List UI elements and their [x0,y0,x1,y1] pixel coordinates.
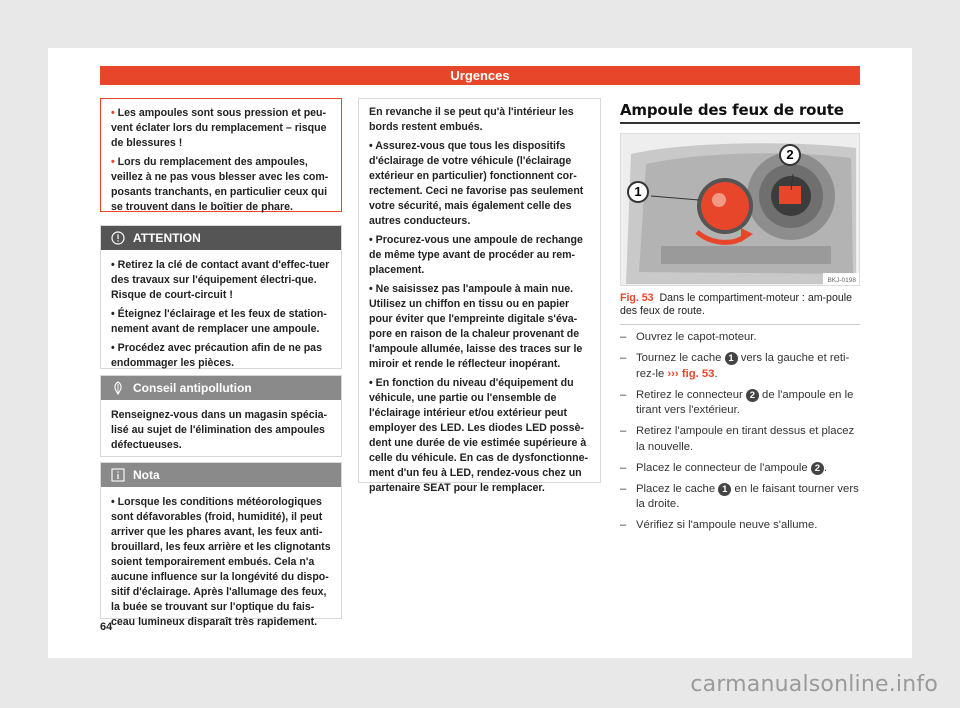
bullet-icon: • [111,259,115,271]
step-item: – Retirez le connecteur 2 de l'ampoule en le tirant vers l'extérieur. [620,388,854,416]
callout-ref-1: 1 [718,483,731,496]
step-item: – Tournez le cache 1 vers la gauche et reti-rez-le ››› fig. 53. [620,352,850,380]
steps-list [620,330,860,539]
warning-item: • Lors du remplacement des ampoules, veillez à ne pas vous blesser avec les com-posants tranchants, en particulier ceux qui se trouvent dans le boîtier de phare. [111,156,329,213]
warning-box [100,98,342,212]
eco-box [100,375,342,457]
leaf-icon [111,381,125,395]
continued-warning-box [358,98,601,494]
continued-intro: En revanche il se peut qu'à l'intérieur les bords restent embués. [369,106,574,133]
step-item: – Ouvrez le capot-moteur. [620,331,757,343]
note-title: Nota [133,467,160,482]
section-title: Ampoule des feux de route [620,101,844,119]
warning-item: • Les ampoules sont sous pression et peu-vent éclater lors du remplacement – risque de blessures ! [111,107,327,149]
step-item: – Vérifiez si l'ampoule neuve s'allume. [620,519,818,531]
bullet-icon: • [111,496,115,508]
bullet-icon: • [369,283,373,295]
callout-ref-2: 2 [746,389,759,402]
chapter-header: Urgences [100,66,860,85]
figure-label: Fig. 53 [620,292,654,304]
continued-item: • Ne saisissez pas l'ampoule à main nue. Utilisez un chiffon en tissu ou en papier pour éviter que l'empreinte digitale s'éva-pore en raison de la chaleur provenant de l'ampoule allumée, laisse des traces sur le miroir et rende le réflecteur inopérant. [369,283,583,370]
eco-text: Renseignez-vous dans un magasin spécia-lisé au sujet de l'élimination des ampoules défectueuses. [111,409,328,451]
attention-item: • Retirez la clé de contact avant d'effec-tuer des travaux sur l'équipement électri-que. Risque de court-circuit ! [111,259,330,301]
callout-1: 1 [627,181,649,203]
bullet-icon: • [111,107,115,119]
attention-header [101,226,341,250]
title-rule [620,122,860,124]
attention-box [100,225,342,369]
watermark: carmanualsonline.info [690,672,938,697]
figure-code: BKJ-0198 [827,277,856,284]
bullet-icon: • [369,377,373,389]
bullet-icon: • [369,234,373,246]
bullet-icon: • [369,140,373,152]
step-item: – Placez le cache 1 en le faisant tourner vers la droite. [620,482,859,510]
step-item: – Placez le connecteur de l'ampoule 2 . [620,461,827,474]
info-icon [111,468,125,482]
step-item: – Retirez l'ampoule en tirant dessus et placez la nouvelle. [620,425,855,453]
attention-item: • Éteignez l'éclairage et les feux de station-nement avant de remplacer une ampoule. [111,308,327,335]
bullet-icon: • [111,156,115,168]
figure-caption-text: Dans le compartiment-moteur : am-poule des feux de route. [620,292,852,317]
callout-ref-2: 2 [811,462,824,475]
figure-link[interactable]: ››› fig. 53 [667,367,715,380]
note-header [101,463,341,487]
warning-circle-icon [111,231,125,245]
eco-title: Conseil antipollution [133,380,252,395]
figure-caption [620,292,860,325]
eco-header [101,376,341,400]
continued-item: • Assurez-vous que tous les dispositifs d'éclairage de votre véhicule (l'éclairage extérieur en particulier) fonctionnent cor-rectement. Ceci ne favorise pas seulement votre sécurité, mais également celle des autres conducteurs. [369,140,584,227]
page-number: 64 [100,621,113,633]
continued-item: • En fonction du niveau d'équipement du véhicule, une partie ou l'ensemble de l'éclairage intérieur et/ou extérieur peut employer des LED. Les diodes LED possè-dent une durée de vie estimée supérieure à celle du véhicule. En cas de dysfonctionne-ment d'un feu à LED, rendez-vous chez un partenaire SEAT pour le remplacer. [369,377,588,494]
headlight-illustration [621,134,860,286]
note-text: • Lorsque les conditions météorologiques sont défavorables (froid, humidité), il peut arriver que les phares avant, les feux anti-brouillard, les feux arrière et les clignotants soient temporairement embués. Cela n'a aucune influence sur la longévité du dispo-sitif d'éclairage. Après l'allumage des feux, la buée se trouvant sur l'optique du fais-ceau lumineux disparaît très rapidement. [111,496,331,628]
callout-ref-1: 1 [725,352,738,365]
attention-item: • Procédez avec précaution afin de ne pas endommager les pièces. [111,342,322,369]
continued-item: • Procurez-vous une ampoule de rechange de même type avant de procéder au rem-placement. [369,234,583,276]
bullet-icon: • [111,308,115,320]
headlight-figure [620,133,860,286]
callout-2: 2 [779,144,801,166]
bullet-icon: • [111,342,115,354]
attention-title: ATTENTION [133,230,201,245]
